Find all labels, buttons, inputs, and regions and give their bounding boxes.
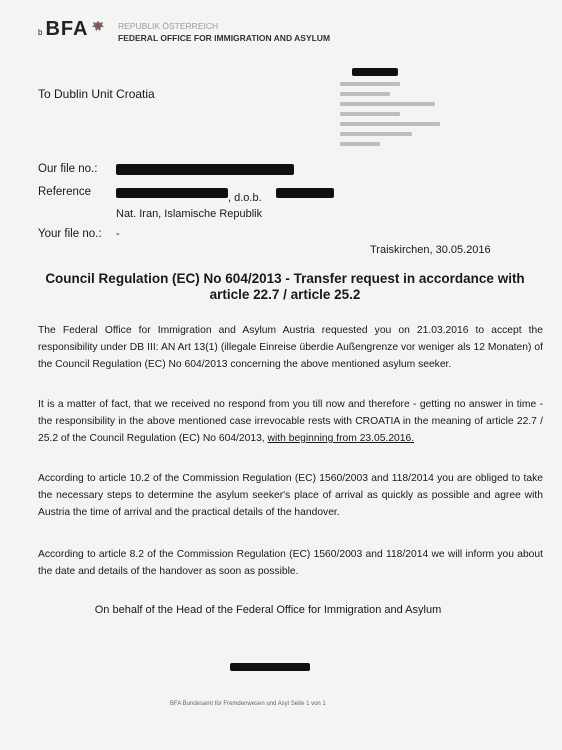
- responsibility-date: with beginning from 23.05.2016.: [267, 433, 415, 444]
- address-line: [340, 122, 440, 126]
- austrian-eagle-crest-icon: [91, 19, 105, 33]
- logo-text: BFA: [45, 18, 89, 40]
- address-line: [340, 102, 435, 106]
- title-line-2: article 22.7 / article 25.2: [209, 287, 361, 302]
- place-date: Traiskirchen, 30.05.2016: [370, 244, 491, 256]
- letter-title: [30, 271, 540, 303]
- paragraph-handover: According to article 8.2 of the Commission Regulation (EC) 1560/2003 and 118/2014 we will inform you about the date and details of the handover as soon as possible.: [38, 549, 543, 577]
- our-file-redacted: [116, 164, 294, 175]
- signature-redacted: [230, 663, 310, 671]
- address-line: [340, 142, 380, 146]
- paragraph-request: The Federal Office for Immigration and Asylum Austria requested you on 21.03.2016 to accept the responsibility under DB III: AN Art 13(1) (illegale Einreise überdie Außengrenze vor weniger als 12 Monaten) of the Council Regulation (EC) No 604/2013 concerning the above mentioned asylum seeker.: [38, 325, 543, 370]
- our-file-label: Our file no.:: [38, 163, 98, 175]
- your-file-value: -: [116, 228, 120, 240]
- responsibility-text: It is a matter of fact, that we received no respond from you till now and therefore - getting no answer in time - the responsibility in the above mentioned case irrevocable rests with CROATIA in the meaning of article 22.7 / 25.2 of the Council Regulation (EC) No 604/2013,: [38, 399, 543, 444]
- logo-prefix: b: [38, 28, 44, 37]
- paragraph-responsibility: [38, 396, 543, 447]
- agency-name-de: REPUBLIK ÖSTERREICH: [118, 21, 219, 31]
- address-line: [340, 132, 412, 136]
- your-file-label: Your file no.:: [38, 228, 102, 240]
- recipient-line: To Dublin Unit Croatia: [38, 87, 155, 101]
- sender-address-redacted: [340, 68, 450, 153]
- dob-label: , d.o.b.: [228, 192, 262, 204]
- title-line-1: Council Regulation (EC) No 604/2013 - Transfer request in accordance with: [45, 271, 525, 286]
- bfa-logo: [38, 18, 88, 41]
- reference-label: Reference: [38, 186, 92, 198]
- address-line: [340, 82, 400, 86]
- paragraph-arrival: According to article 10.2 of the Commission Regulation (EC) 1560/2003 and 118/2014 you are obliged to take the necessary steps to determine the asylum seeker's place of arrival as quickly as possible and agree with Austria the time of arrival and the practical details of the handover.: [38, 473, 543, 518]
- nationality: Nat. Iran, Islamische Republik: [116, 208, 263, 220]
- agency-name: [118, 20, 330, 44]
- dob-redacted: [276, 188, 334, 198]
- signoff-line: On behalf of the Head of the Federal Office for Immigration and Asylum: [94, 604, 442, 616]
- name-redacted: [116, 188, 228, 198]
- page-footer: BFA Bundesamt für Fremdenwesen und Asyl Seite 1 von 1: [170, 701, 326, 707]
- redaction-bar: [352, 68, 398, 76]
- agency-name-en: FEDERAL OFFICE FOR IMMIGRATION AND ASYLUM: [118, 33, 331, 43]
- address-line: [340, 112, 400, 116]
- address-line: [340, 92, 390, 96]
